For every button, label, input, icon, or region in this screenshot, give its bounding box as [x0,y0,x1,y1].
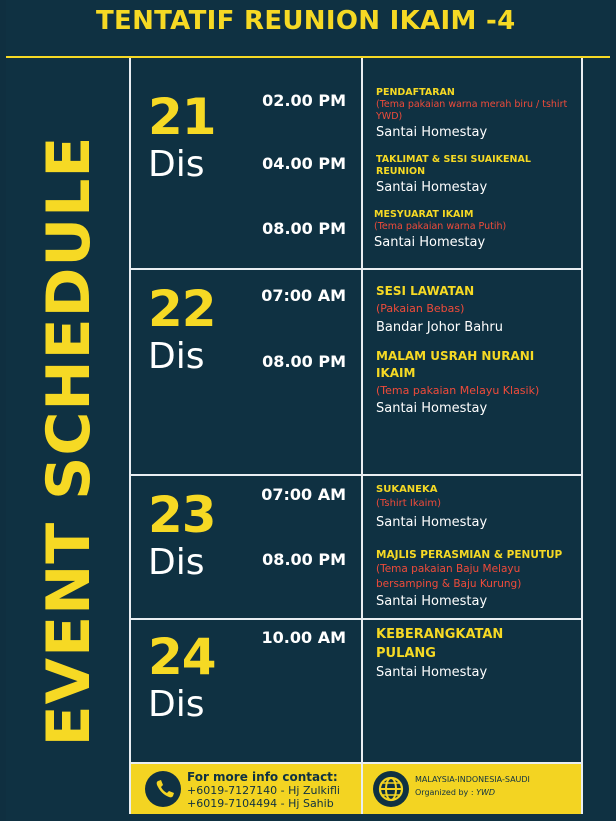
day-block-21 [148,88,248,185]
event-note: (Tema pakaian Melayu Klasik) [376,384,540,397]
globe-icon [373,771,409,807]
event-location: Santai Homestay [376,515,488,530]
event-title: SESI LAWATAN [376,284,475,298]
event-item [376,625,526,681]
event-time: 07:00 AM [261,485,346,504]
event-location: Santai Homestay [376,125,488,140]
event-title: TAKLIMAT & SESI SUAIKENAL REUNION [376,154,531,177]
contact-phone[interactable]: +6019-7127140 - Hj Zulkifli [187,784,340,797]
title-divider [6,56,610,58]
event-location: Santai Homestay [376,594,488,609]
event-title: MESYUARAT IKAIM [374,209,474,220]
day-number: 22 [148,280,216,338]
event-time: 08.00 PM [262,219,346,238]
event-time: 08.00 PM [262,550,346,569]
event-item [376,483,576,531]
event-title: MAJLIS PERASMIAN & PENUTUP [376,549,563,561]
contact-box [131,764,361,814]
day-number: 24 [148,628,216,686]
event-note: (Tshirt Ikaim) [376,498,442,509]
event-location: Bandar Johor Bahru [376,320,503,335]
day-block-24 [148,628,248,725]
phone-icon [145,771,181,807]
event-location: Santai Homestay [374,235,486,250]
countries-text: MALAYSIA-INDONESIA-SAUDI [415,775,530,784]
day-block-22 [148,280,248,377]
organized-label: Organized by : [415,788,474,797]
event-item [376,548,571,610]
day-number: 21 [148,88,216,146]
side-banner-text: EVENT SCHEDULE [34,135,104,747]
contact-info [187,771,340,810]
event-note: (Pakaian Bebas) [376,302,465,315]
event-item [376,154,576,196]
day-month: Dis [148,542,205,583]
event-time: 10.00 AM [261,628,346,647]
event-note: (Tema pakaian warna merah biru / tshirt YWD) [376,99,568,122]
event-time: 04.00 PM [262,154,346,173]
side-banner [14,70,124,812]
day-block-23 [148,486,248,583]
event-time: 08.00 PM [262,352,346,371]
day-month: Dis [148,684,205,725]
day-month: Dis [148,336,205,377]
event-location: Santai Homestay [376,665,488,680]
organizer-name: YWD [476,788,496,797]
event-item [376,87,576,141]
event-item [376,348,566,417]
event-item [376,283,576,336]
organizer-box [363,764,581,814]
event-title: MALAM USRAH NURANI IKAIM [376,349,535,380]
day-month: Dis [148,144,205,185]
contact-phone[interactable]: +6019-7104494 - Hj Sahib [187,797,334,810]
event-note: (Tema pakaian Baju Melayu bersamping & Baju Kurung) [376,563,522,590]
event-title: PENDAFTARAN [376,87,455,98]
event-location: Santai Homestay [376,180,488,195]
event-time: 07:00 AM [261,286,346,305]
event-note: (Tema pakaian warna Putih) [374,221,507,232]
event-time: 02.00 PM [262,91,346,110]
page-title: TENTATIF REUNION IKAIM -4 [96,6,516,36]
day-number: 23 [148,486,216,544]
event-title: KEBERANGKATAN PULANG [376,627,504,661]
event-location: Santai Homestay [376,401,488,416]
event-title: SUKANEKA [376,484,438,495]
organizer-info [415,773,530,799]
contact-heading: For more info contact: [187,770,338,784]
event-item [374,209,574,251]
